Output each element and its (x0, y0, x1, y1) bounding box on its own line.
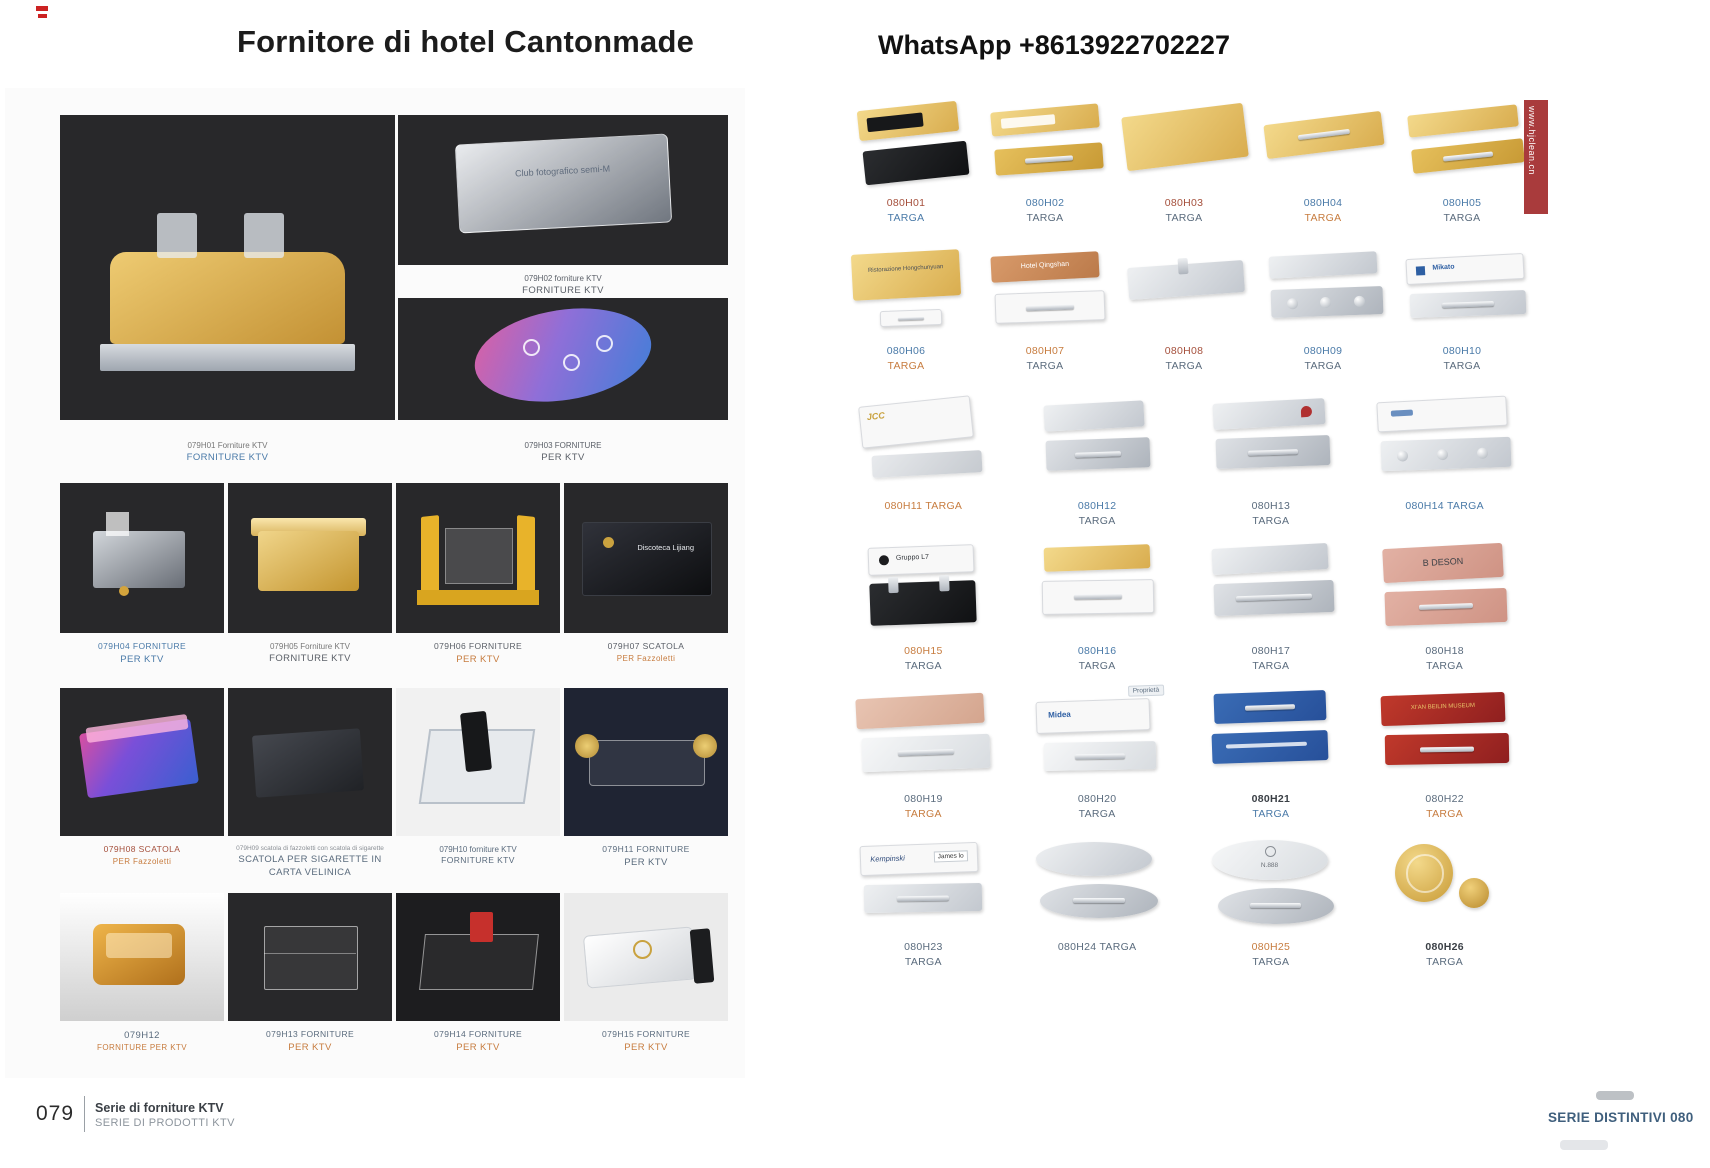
pin-bar (1247, 449, 1297, 456)
product-row-3 (60, 688, 728, 880)
clip (939, 575, 950, 591)
pin-bar (1298, 129, 1350, 140)
product-photo-079H03 (398, 298, 728, 420)
pin-bar (1074, 594, 1122, 600)
magnet (1320, 297, 1331, 308)
product-photo-079H13 (228, 893, 392, 1021)
divider (84, 1096, 85, 1132)
corner-red-mark (36, 5, 50, 20)
left-page (5, 88, 745, 1078)
product-photo-080H06: Ristorazione Hongchunyuan (838, 248, 974, 340)
product-card: 080H09 TARGA (1255, 248, 1391, 374)
product-photo-080H04 (1255, 100, 1391, 192)
product-card: Midea Proprietà 080H20 TARGA (1012, 688, 1183, 822)
product-photo-079H06 (396, 483, 560, 633)
product-row-4 (60, 893, 728, 1054)
product-card: 079H10 forniture KTV FORNITURE KTV (396, 688, 560, 880)
page-number: 079 (36, 1102, 75, 1125)
product-card: 079H11 FORNITURE PER KTV (564, 688, 728, 880)
product-photo-080H05 (1394, 100, 1530, 192)
product-card: 080H14 TARGA (1359, 395, 1530, 529)
product-photo-080H08 (1116, 248, 1252, 340)
clip (888, 577, 899, 593)
product-photo-079H10 (396, 688, 560, 836)
pin-button (1459, 878, 1489, 908)
product-label: 079H01 Forniture KTV FORNITURE KTV (186, 441, 269, 464)
magnet (1354, 296, 1365, 307)
product-card: 079H14 FORNITURE PER KTV (396, 893, 560, 1054)
product-photo-079H14 (396, 893, 560, 1021)
property-tag: Proprietà (1127, 685, 1164, 697)
product-card: 079H04 FORNITURE PER KTV (60, 483, 224, 666)
magnet (1437, 449, 1448, 460)
product-photo-080H19 (838, 688, 1009, 788)
product-photo-080H22: XI'AN BEILIN MUSEUM (1359, 688, 1530, 788)
product-photo-080H10: Mikato (1394, 248, 1530, 340)
product-card: JCC 080H11 TARGA (838, 395, 1009, 529)
badge-row-5 (838, 688, 1530, 822)
product-card: 080H04 TARGA (1255, 100, 1391, 226)
product-photo-080H02 (977, 100, 1113, 192)
product-photo-080H24 (1012, 836, 1183, 936)
product-card: Gruppo L7 080H15 TARGA (838, 540, 1009, 674)
website-url: www.hjclean.cn (1527, 106, 1537, 176)
product-card: 079H08 SCATOLA PER Fazzoletti (60, 688, 224, 880)
product-photo-079H01 (60, 115, 395, 420)
page-title: Fornitore di hotel Cantonmade (237, 24, 695, 59)
product-card: 080H13 TARGA (1186, 395, 1357, 529)
magnet (1477, 447, 1488, 458)
pin-bar (898, 316, 924, 320)
product-card: 080H02 TARGA (977, 100, 1113, 226)
product-photo-079H07 (564, 483, 728, 633)
product-card: 080H05 TARGA (1394, 100, 1530, 226)
product-label: 079H02 forniture KTV FORNITURE KTV (522, 274, 604, 297)
product-photo-080H18: B DESON (1359, 540, 1530, 640)
product-photo-079H11 (564, 688, 728, 836)
crystal-cup (244, 213, 284, 259)
pin-bar (1235, 594, 1312, 602)
pin-bar (898, 749, 954, 756)
product-card: 079H09 scatola di fazzoletti con scatola di sigarette SCATOLA PER SIGARETTE IN CARTA VELINICA (228, 688, 392, 880)
badge-row-1 (838, 100, 1530, 226)
product-photo-079H04 (60, 483, 224, 633)
product-photo-079H15 (564, 893, 728, 1021)
pin-bar (1075, 451, 1121, 458)
pin-bar (1443, 152, 1493, 162)
right-page-footer: SERIE DISTINTIVI 080 (1548, 1110, 1694, 1125)
product-photo-080H15: Gruppo L7 (838, 540, 1009, 640)
product-photo-080H01 (838, 100, 974, 192)
product-card: Mikato 080H10 TARGA (1394, 248, 1530, 374)
photo-caption: Club fotografico semi-M (515, 163, 611, 179)
gold-lion-shape (110, 252, 345, 344)
crystal-tray (455, 133, 673, 233)
product-card: Ristorazione Hongchunyuan 080H06 TARGA (838, 248, 974, 374)
crest-logo (1265, 846, 1276, 857)
magnet (1397, 450, 1408, 461)
product-photo-080H23: Kempinski James lo (838, 836, 1009, 936)
product-photo-079H08 (60, 688, 224, 836)
pin-bar (1025, 155, 1073, 163)
pin-bar (1245, 704, 1294, 711)
product-photo-080H17 (1186, 540, 1357, 640)
badge-row-6 (838, 836, 1530, 970)
product-card: 079H05 Forniture KTV FORNITURE KTV (228, 483, 392, 666)
product-photo-080H26 (1359, 836, 1530, 936)
product-photo-079H12 (60, 893, 224, 1021)
gray-smudge (1560, 1140, 1608, 1150)
badge-row-2 (838, 248, 1530, 374)
photo-caption: Discoteca Lijiang (637, 543, 695, 552)
product-card: 079H13 FORNITURE PER KTV (228, 893, 392, 1054)
product-card: 079H15 FORNITURE PER KTV (564, 893, 728, 1054)
product-card: Hotel Qingshan 080H07 TARGA (977, 248, 1113, 374)
red-logo (1300, 405, 1312, 417)
product-card: 080H19 TARGA (838, 688, 1009, 822)
product-card: Kempinski James lo 080H23 TARGA (838, 836, 1009, 970)
product-row-2 (60, 483, 728, 666)
product-card: 080H16 TARGA (1012, 540, 1183, 674)
crystal-base (100, 344, 355, 371)
product-photo-080H16 (1012, 540, 1183, 640)
whatsapp-contact: WhatsApp +8613922702227 (878, 30, 1230, 60)
gray-smudge (1596, 1091, 1634, 1100)
pin-bar (897, 895, 949, 901)
product-photo-079H02 (398, 115, 728, 265)
product-card: 080H24 TARGA (1012, 836, 1183, 970)
product-card: Discoteca Lijiang 079H07 SCATOLA PER Fazzoletti (564, 483, 728, 666)
blue-logo (1391, 410, 1413, 417)
website-side-tab (1524, 100, 1548, 214)
pin-bar (1442, 301, 1493, 308)
pin-bar (1420, 746, 1475, 752)
product-photo-080H07: Hotel Qingshan (977, 248, 1113, 340)
pin-bar (1073, 898, 1125, 903)
pin-bar (1026, 304, 1074, 311)
product-card: N.888 080H25 TARGA (1186, 836, 1357, 970)
pin-bar (1075, 753, 1124, 759)
product-photo-080H12 (1012, 395, 1183, 495)
pin-bar (1419, 603, 1473, 610)
product-card: 080H26 TARGA (1359, 836, 1530, 970)
product-photo-080H20: Midea Proprietà (1012, 688, 1183, 788)
product-photo-080H14 (1359, 395, 1530, 495)
product-photo-079H09 (228, 688, 392, 836)
product-card: 080H03 TARGA (1116, 100, 1252, 226)
product-photo-080H11: JCC (838, 395, 1009, 495)
product-card: B DESON 080H18 TARGA (1359, 540, 1530, 674)
product-label: 079H03 FORNITURE PER KTV (524, 441, 602, 464)
product-photo-080H21 (1186, 688, 1357, 788)
product-card: 080H21 TARGA (1186, 688, 1357, 822)
product-photo-080H09 (1255, 248, 1391, 340)
product-card: 080H01 TARGA (838, 100, 974, 226)
series-title: Serie di forniture KTV (95, 1100, 224, 1115)
product-photo-080H13 (1186, 395, 1357, 495)
oval-tray (468, 298, 658, 414)
left-page-footer (36, 1096, 235, 1132)
brand-logo (1416, 266, 1425, 275)
product-card: 079H12 FORNITURE PER KTV (60, 893, 224, 1054)
badge-row-4 (838, 540, 1530, 674)
series-subtitle: SERIE DI PRODOTTI KTV (95, 1117, 235, 1130)
phone-shape (460, 710, 492, 772)
red-box (470, 912, 493, 941)
product-card: 080H12 TARGA (1012, 395, 1183, 529)
brand-logo (879, 555, 889, 565)
pin-bar (1250, 903, 1301, 908)
magnet (1287, 298, 1298, 309)
product-photo-080H25: N.888 (1186, 836, 1357, 936)
product-photo-079H05 (228, 483, 392, 633)
clip (1178, 258, 1189, 275)
product-card: XI'AN BEILIN MUSEUM 080H22 TARGA (1359, 688, 1530, 822)
product-photo-080H03 (1116, 100, 1252, 192)
crystal-cup (157, 213, 197, 259)
badge-row-3 (838, 395, 1530, 529)
product-card: 080H08 TARGA (1116, 248, 1252, 374)
product-card: 080H17 TARGA (1186, 540, 1357, 674)
product-card: 079H06 FORNITURE PER KTV (396, 483, 560, 666)
